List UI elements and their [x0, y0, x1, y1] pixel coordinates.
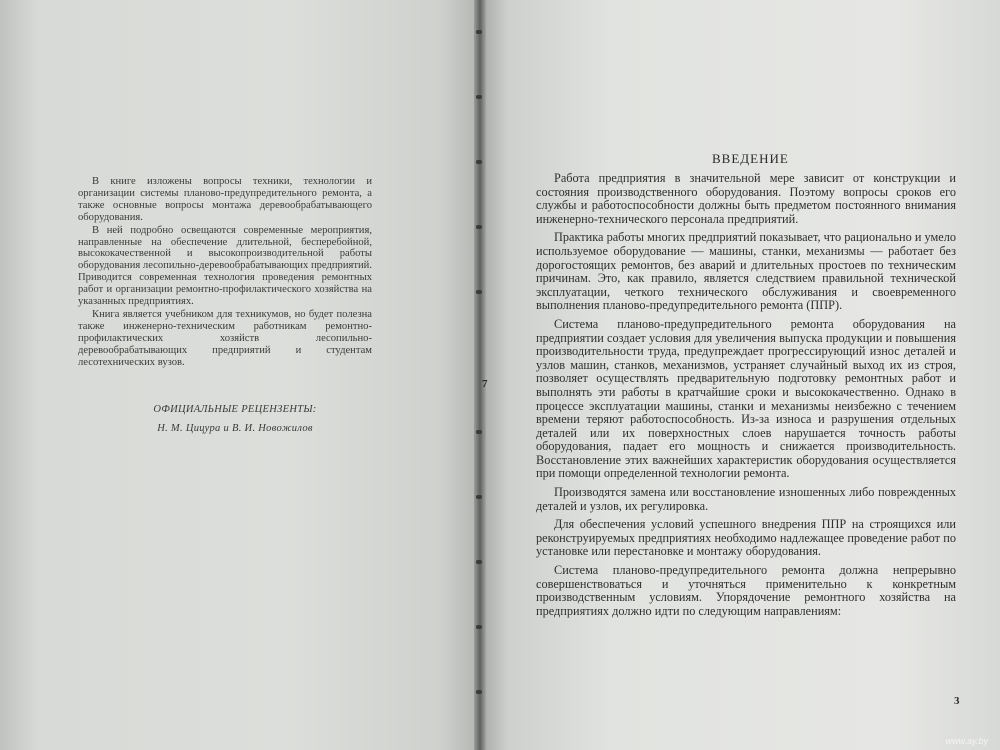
annotation-paragraph: В ней подробно освещаются современные мероприятия, направленные на обеспечение длительной, бесперебойной, высококачественной и высокопроизводительной работы оборудования лесопильно-деревообрабатывающих предприятий. Приводится современная технология проведения ремонтных работ и организации ремонтно-профилактического хозяйства на указанных предприятиях.	[78, 224, 372, 308]
binding-stitch	[476, 95, 482, 99]
binding-stitch	[476, 625, 482, 629]
binding-stitch	[476, 160, 482, 164]
introduction-text	[536, 172, 956, 623]
signature-mark: 7	[482, 378, 488, 390]
reviewers-heading: ОФИЦИАЛЬНЫЕ РЕЦЕНЗЕНТЫ:	[153, 404, 317, 415]
annotation-text	[78, 176, 372, 370]
body-paragraph: Практика работы многих предприятий показывает, что рационально и умело используемое оборудование — машины, станки, механизмы — работает без дорогостоящих ремонтов, без аварий и длительных простоев по техническим причинам. Это, как правило, является следствием правильной технической эксплуатации, четкого технического обслуживания и своевременного выполнения планово-предупредительного ремонта (ППР).	[536, 230, 956, 313]
chapter-title: ВВЕДЕНИЕ	[712, 151, 789, 166]
annotation-paragraph: Книга является учебником для техникумов, но будет полезна также инженерно-техническим работникам ремонтно-профилактических хозяйств лесопильно-деревообрабатывающих предприятий и студентам лесотехнических вузов.	[78, 308, 372, 368]
body-paragraph: Работа предприятия в значительной мере зависит от конструкции и состояния производственного оборудования. Поэтому вопросы сроков его службы и работоспособности должны быть предметом постоянного внимания инженерно-технического персонала предприятий.	[536, 171, 956, 226]
binding-stitch	[476, 225, 482, 229]
reviewers-names: Н. М. Цицура и В. И. Новожилов	[157, 423, 313, 434]
book-gutter	[474, 0, 486, 750]
binding-stitch	[476, 690, 482, 694]
binding-stitch	[476, 30, 482, 34]
body-paragraph: Система планово-предупредительного ремонта оборудования на предприятии создает условия для увеличения выпуска продукции и повышения производительности труда, предупреждает прогрессирующий износ деталей и узлов машин, станков, механизмов, устраняет случайный выход их из строя, позволяет осуществлять предварительную подготовку ремонтных работ и выполнять эти работы в кратчайшие сроки и высококачественно. Однако в процессе эксплуатации машины, станки и механизмы неизбежно с течением времени теряют работоспособность. Из-за износа и разрушения отдельных деталей или их поверхностных слоев нарушается точность работы оборудования, падает его мощность и снижается производительность. Восстановление этих важнейших характеристик оборудования осуществляется при помощи определенной технологии ремонта.	[536, 316, 956, 481]
binding-stitch	[476, 560, 482, 564]
binding-stitch	[476, 430, 482, 434]
body-paragraph: Производятся замена или восстановление изношенных либо поврежденных деталей и узлов, их регулировка.	[536, 485, 956, 513]
left-page	[0, 0, 478, 750]
reviewers-block	[70, 400, 400, 438]
body-paragraph: Система планово-предупредительного ремонта должна непрерывно совершенствоваться и уточняться применительно к конкретным производственным условиям. Упорядочение ремонтного хозяйства на предприятиях должно идти по следующим направлениям:	[536, 563, 956, 618]
binding-stitch	[476, 290, 482, 294]
body-paragraph: Для обеспечения условий успешного внедрения ППР на строящихся или реконструируемых предприятиях необходимо надлежащее проведение работ по установке или перестановке и монтажу оборудования.	[536, 517, 956, 559]
watermark: www.ay.by	[945, 736, 988, 746]
binding-stitch	[476, 495, 482, 499]
page-number: 3	[954, 695, 960, 707]
annotation-paragraph: В книге изложены вопросы техники, технологии и организации системы планово-предупредительного ремонта, а также основные вопросы монтажа деревообрабатывающего оборудования.	[78, 176, 372, 223]
